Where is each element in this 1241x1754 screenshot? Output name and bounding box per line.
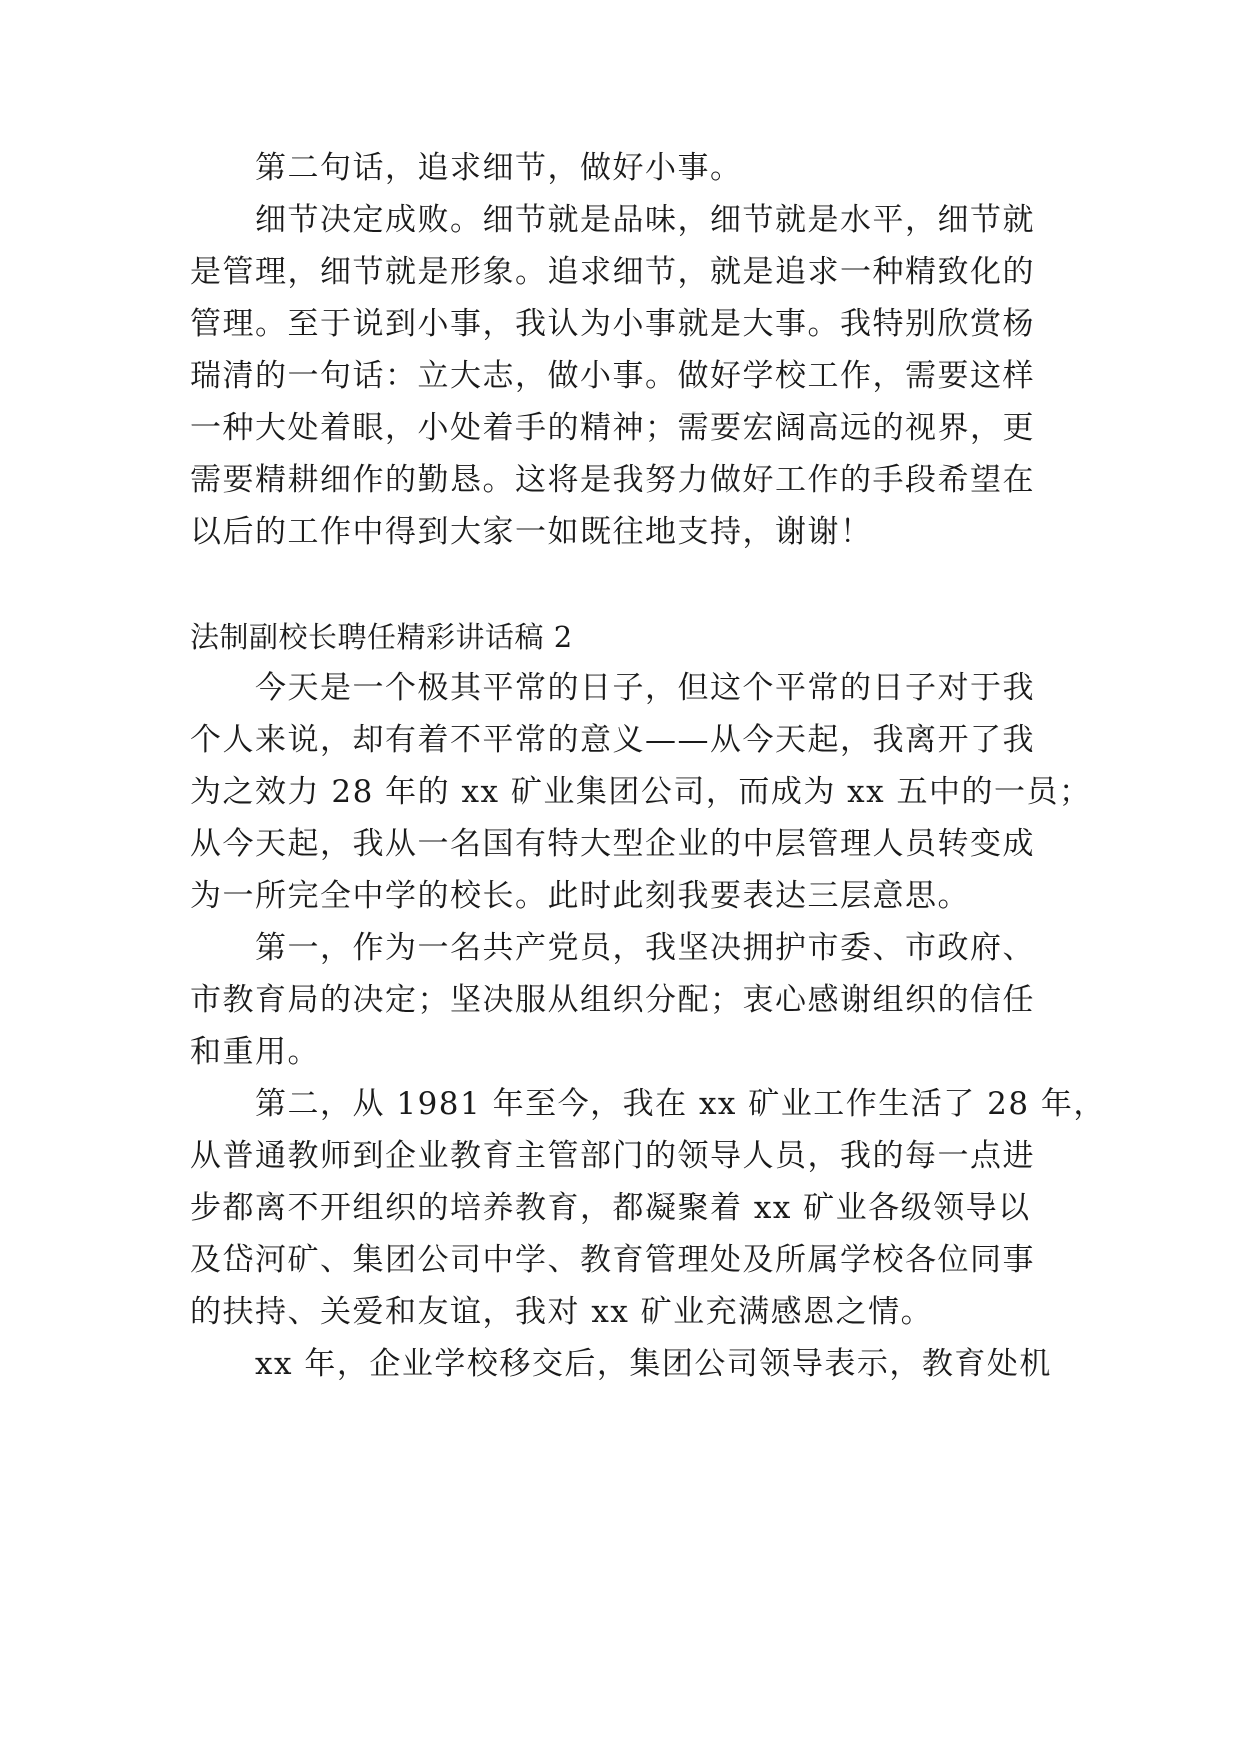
paragraph-line: xx 年，企业学校移交后，集团公司领导表示，教育处机 [255, 1346, 1052, 1382]
paragraph-line: 从今天起，我从一名国有特大型企业的中层管理人员转变成 [190, 826, 1035, 862]
paragraph-line: 及岱河矿、集团公司中学、教育管理处及所属学校各位同事 [190, 1242, 1035, 1278]
paragraph-line: 第二，从 1981 年至今，我在 xx 矿业工作生活了 28 年， [255, 1086, 1106, 1122]
paragraph-line: 第一，作为一名共产党员，我坚决拥护市委、市政府、 [255, 930, 1035, 966]
paragraph-line: 以后的工作中得到大家一如既往地支持，谢谢！ [190, 514, 873, 550]
paragraph-line: 是管理，细节就是形象。追求细节，就是追求一种精致化的 [190, 254, 1035, 290]
paragraph-line: 的扶持、关爱和友谊，我对 xx 矿业充满感恩之情。 [190, 1294, 934, 1330]
paragraph-line: 瑞清的一句话：立大志，做小事。做好学校工作，需要这样 [190, 358, 1035, 394]
paragraph-line: 从普通教师到企业教育主管部门的领导人员，我的每一点进 [190, 1138, 1035, 1174]
paragraph-line: 一种大处着眼，小处着手的精神；需要宏阔高远的视界，更 [190, 410, 1035, 446]
paragraph-line: 今天是一个极其平常的日子，但这个平常的日子对于我 [255, 670, 1035, 706]
paragraph-line: 为之效力 28 年的 xx 矿业集团公司，而成为 xx 五中的一员； [190, 774, 1092, 810]
paragraph-line: 为一所完全中学的校长。此时此刻我要表达三层意思。 [190, 878, 970, 914]
paragraph-line: 市教育局的决定；坚决服从组织分配；衷心感谢组织的信任 [190, 982, 1035, 1018]
paragraph-line: 细节决定成败。细节就是品味，细节就是水平，细节就 [255, 202, 1035, 238]
section-title: 法制副校长聘任精彩讲话稿 2 [190, 620, 573, 654]
paragraph-line: 步都离不开组织的培养教育，都凝聚着 xx 矿业各级领导以 [190, 1190, 1031, 1226]
paragraph-line: 和重用。 [190, 1034, 320, 1070]
paragraph-line: 需要精耕细作的勤恳。这将是我努力做好工作的手段希望在 [190, 462, 1035, 498]
paragraph-line: 管理。至于说到小事，我认为小事就是大事。我特别欣赏杨 [190, 306, 1035, 342]
section-heading: 第二句话，追求细节，做好小事。 [255, 150, 743, 186]
paragraph-line: 个人来说，却有着不平常的意义——从今天起，我离开了我 [190, 722, 1035, 758]
